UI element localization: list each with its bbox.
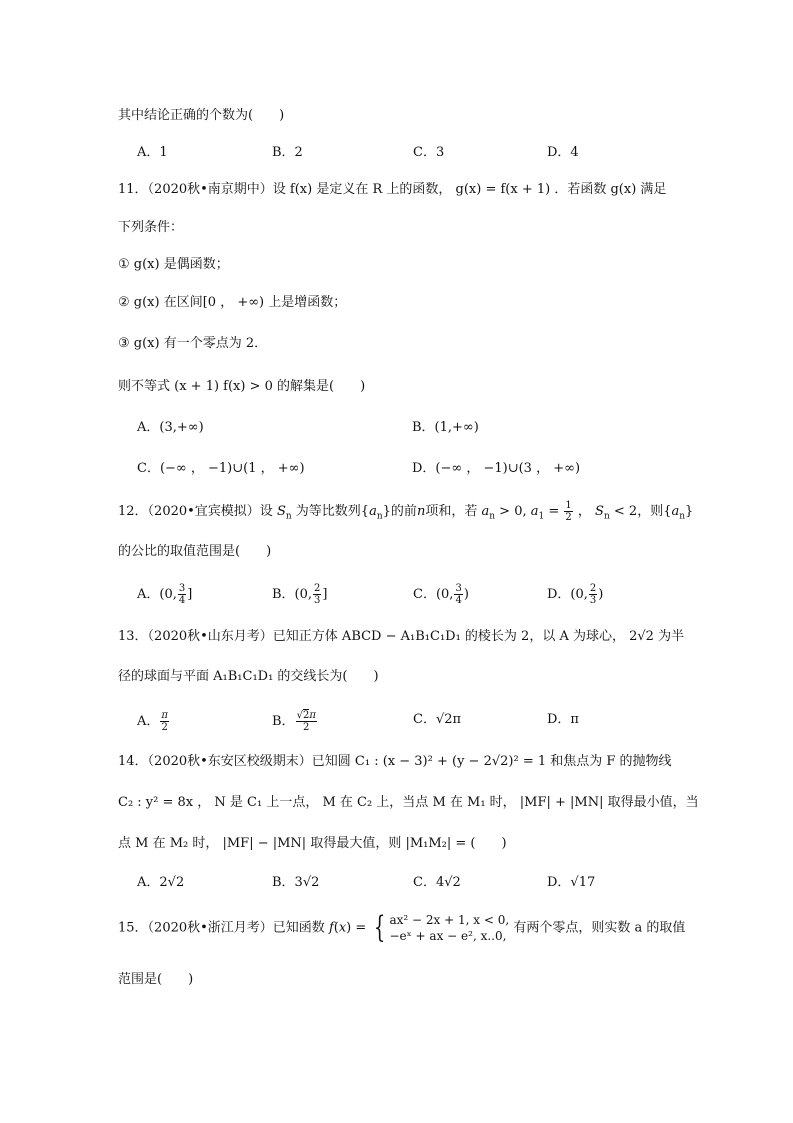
q12-fraction-half: $\frac{1}{2}$: [565, 500, 572, 523]
q15-stem-line1: 15．（2020秋•浙江月考）已知函数 f(x) = { ax² − 2x + 1, x < 0, −eˣ + ax − e², x..0, 有两个零点，则实数 a 的取值: [118, 910, 686, 945]
q12-stem-pre: 12．（2020•宜宾模拟）设: [118, 504, 273, 519]
q11-stem-line1: 11．（2020秋•南京期中）设 f(x) 是定义在 R 上的函数， g(x) = f(x + 1) ．若函数 g(x) 满足: [118, 182, 667, 197]
q12-option-b: B．(0, $\frac{2}{3}$ ]: [272, 583, 328, 606]
q11-condition-3: ③ g(x) 有一个零点为 2．: [118, 336, 268, 351]
q13-stem-line1: 13．（2020秋•山东月考）已知正方体 ABCD − A₁B₁C₁D₁ 的棱长为 2，以 A 为球心， 2√2 为半: [118, 629, 685, 644]
q14-stem-line3: 点 M 在 M₂ 时， |MF| − |MN| 取得最大值，则 |M₁M₂| = ( ): [118, 836, 507, 851]
q11-option-d: D．(−∞ ， −1)∪(3 ， +∞): [412, 461, 581, 476]
q12-stem-line1: 12．（2020•宜宾模拟）设 $S_n$ 为等比数列$\{a_n\}$的前n项和，若 $a_n > 0$, $a_1$ = $\frac{1}{2}$ ， $S_n < 2$，则$\{a_n\}$: [118, 500, 694, 523]
q15-stem-post: 有两个零点，则实数 a 的取值: [513, 920, 686, 936]
q13-option-a: A． $\frac{\pi}{2}$: [137, 710, 168, 733]
q11-question: 则不等式 (x + 1) f(x) > 0 的解集是( ): [118, 379, 366, 394]
q12-stem-mid3: 项和，若: [425, 504, 478, 519]
q10-option-c: C．3: [413, 145, 445, 160]
q13-option-b: B． $\frac{√2\pi}{2}$: [272, 710, 316, 733]
q13-stem-line2: 径的球面与平面 A₁B₁C₁D₁ 的交线长为( ): [118, 669, 379, 684]
q14-option-c: C．4√2: [413, 875, 461, 890]
q10-option-a: A．1: [137, 145, 168, 160]
q11-option-c: C．(−∞ ， −1)∪(1 ， +∞): [137, 461, 305, 476]
q11-stem-line2: 下列条件：: [118, 220, 184, 235]
q15-piece-2: −eˣ + ax − e², x..0,: [389, 929, 507, 943]
q12-option-d: D．(0, $\frac{2}{3}$ ): [547, 583, 604, 606]
q15-piece-1: ax² − 2x + 1, x < 0,: [389, 913, 510, 927]
q10-option-d: D．4: [547, 145, 579, 160]
q14-option-b: B．3√2: [272, 875, 320, 890]
q12-stem-end: ，则: [637, 504, 664, 519]
intro-line: 其中结论正确的个数为( ): [118, 108, 285, 123]
q12-option-c: C．(0, $\frac{3}{4}$ ): [413, 583, 469, 606]
q12-stem-mid: 为等比数列: [295, 504, 361, 519]
q12-stem-mid2: 的前: [390, 504, 417, 519]
q14-stem-line2: C₂ : y² = 8x ， N 是 C₁ 上一点， M 在 C₂ 上，当点 M 在 M₁ 时， |MF| + |MN| 取得最小值，当: [118, 795, 699, 810]
q15-stem-pre: 15．（2020秋•浙江月考）已知函数: [118, 920, 325, 936]
q13-option-d: D．π: [547, 712, 579, 727]
q15-piecewise: [390, 912, 510, 944]
q15-stem-line2: 范围是( ): [118, 972, 194, 987]
q11-option-b: B．(1,+∞): [412, 420, 479, 435]
q11-option-a: A．(3,+∞): [137, 420, 204, 435]
q14-option-d: D．√17: [547, 875, 596, 890]
q12-stem-line2: 的公比的取值范围是( ): [118, 544, 272, 559]
q13-option-c: C．√2π: [413, 712, 462, 727]
q11-condition-1: ① g(x) 是偶函数；: [118, 257, 229, 272]
q10-option-b: B．2: [272, 145, 303, 160]
q12-option-a: A．(0, $\frac{3}{4}$ ]: [137, 583, 193, 606]
q14-stem-line1: 14．（2020秋•东安区校级期末）已知圆 C₁ : (x − 3)² + (y − 2√2)² = 1 和焦点为 F 的抛物线: [118, 754, 672, 769]
q14-option-a: A．2√2: [137, 875, 185, 890]
q11-condition-2: ② g(x) 在区间[0 ， +∞) 上是增函数；: [118, 295, 347, 310]
q15-brace: {: [374, 910, 386, 945]
